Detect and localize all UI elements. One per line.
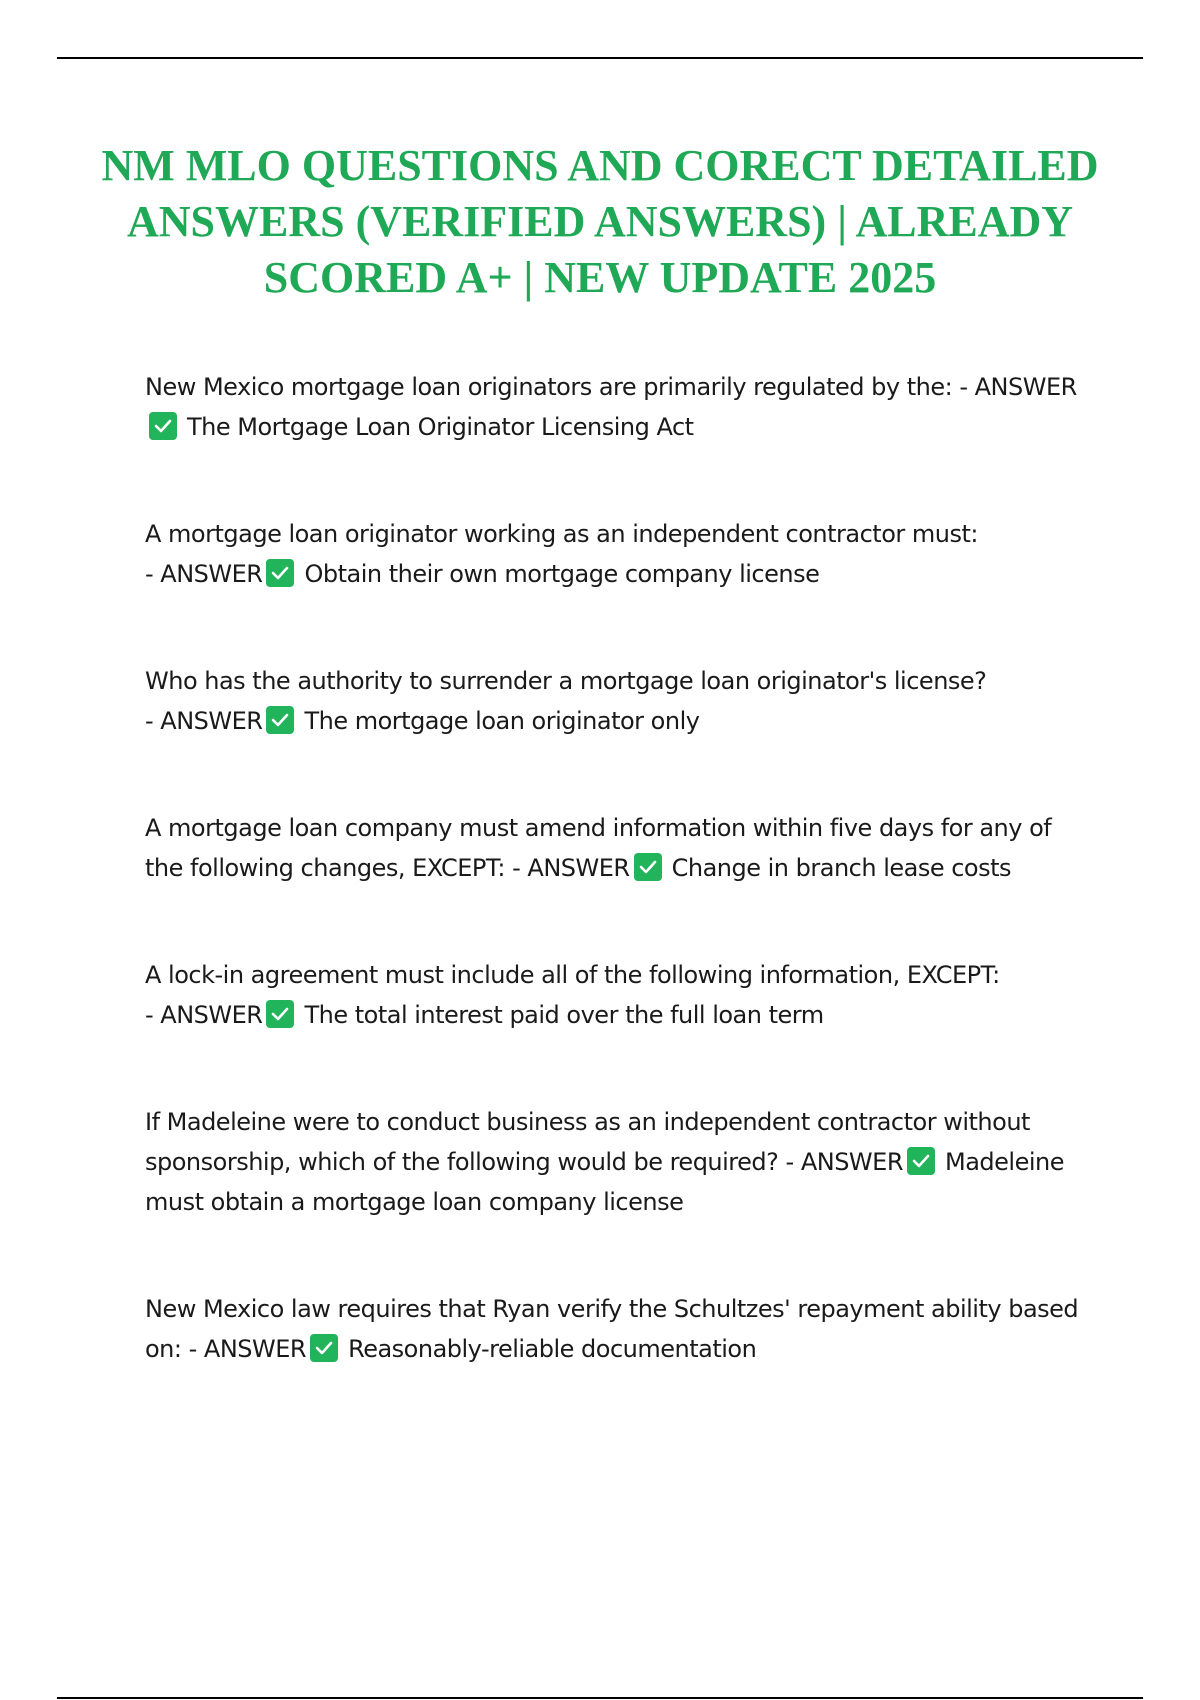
question-text: A mortgage loan company must amend information within five days for any of the following changes, EXCEPT: — [145, 814, 1052, 882]
question-text: If Madeleine were to conduct business as an independent contractor without sponsorship, which of the following would be required? — [145, 1108, 1030, 1176]
question-text: A mortgage loan originator working as an independent contractor must: — [145, 520, 978, 548]
answer-text: Change in branch lease costs — [671, 854, 1012, 882]
checkmark-icon — [907, 1147, 935, 1175]
qa-item — [145, 1102, 1085, 1222]
answer-label: - ANSWER — [145, 1001, 263, 1029]
answer-label: - ANSWER — [785, 1148, 903, 1176]
checkmark-icon — [149, 412, 177, 440]
checkmark-icon — [266, 706, 294, 734]
qa-item — [145, 1289, 1085, 1369]
answer-label: - ANSWER — [188, 1335, 307, 1363]
top-divider — [57, 57, 1143, 59]
qa-list — [145, 367, 1085, 1436]
answer-text: Madeleine must obtain a mortgage loan company license — [145, 1148, 1064, 1216]
document-title: NM MLO QUESTIONS AND CORECT DETAILED ANSWERS (VERIFIED ANSWERS) | ALREADY SCORED A+ | NEW UPDATE 2025 — [101, 141, 1099, 302]
qa-item — [145, 661, 1085, 741]
checkmark-icon — [266, 559, 294, 587]
qa-item — [145, 514, 1085, 594]
answer-label: - ANSWER — [959, 373, 1077, 401]
checkmark-icon — [634, 853, 662, 881]
question-text: New Mexico mortgage loan originators are primarily regulated by the: — [145, 373, 953, 401]
qa-item — [145, 808, 1085, 888]
checkmark-icon — [266, 1000, 294, 1028]
qa-item — [145, 367, 1085, 447]
checkmark-icon — [310, 1334, 338, 1362]
question-text: New Mexico law requires that Ryan verify the Schultzes' repayment ability based on: — [145, 1295, 1079, 1363]
answer-text: The Mortgage Loan Originator Licensing Act — [187, 413, 694, 441]
question-text: A lock-in agreement must include all of the following information, EXCEPT: — [145, 961, 1000, 989]
answer-text: The total interest paid over the full loan term — [304, 1001, 824, 1029]
answer-label: - ANSWER — [145, 707, 263, 735]
question-text: Who has the authority to surrender a mortgage loan originator's license? — [145, 667, 987, 695]
qa-item — [145, 955, 1085, 1035]
answer-text: The mortgage loan originator only — [304, 707, 700, 735]
bottom-divider — [57, 1697, 1143, 1699]
answer-label: - ANSWER — [512, 854, 630, 882]
answer-label: - ANSWER — [145, 560, 263, 588]
answer-text: Obtain their own mortgage company license — [304, 560, 820, 588]
answer-text: Reasonably-reliable documentation — [348, 1335, 757, 1363]
